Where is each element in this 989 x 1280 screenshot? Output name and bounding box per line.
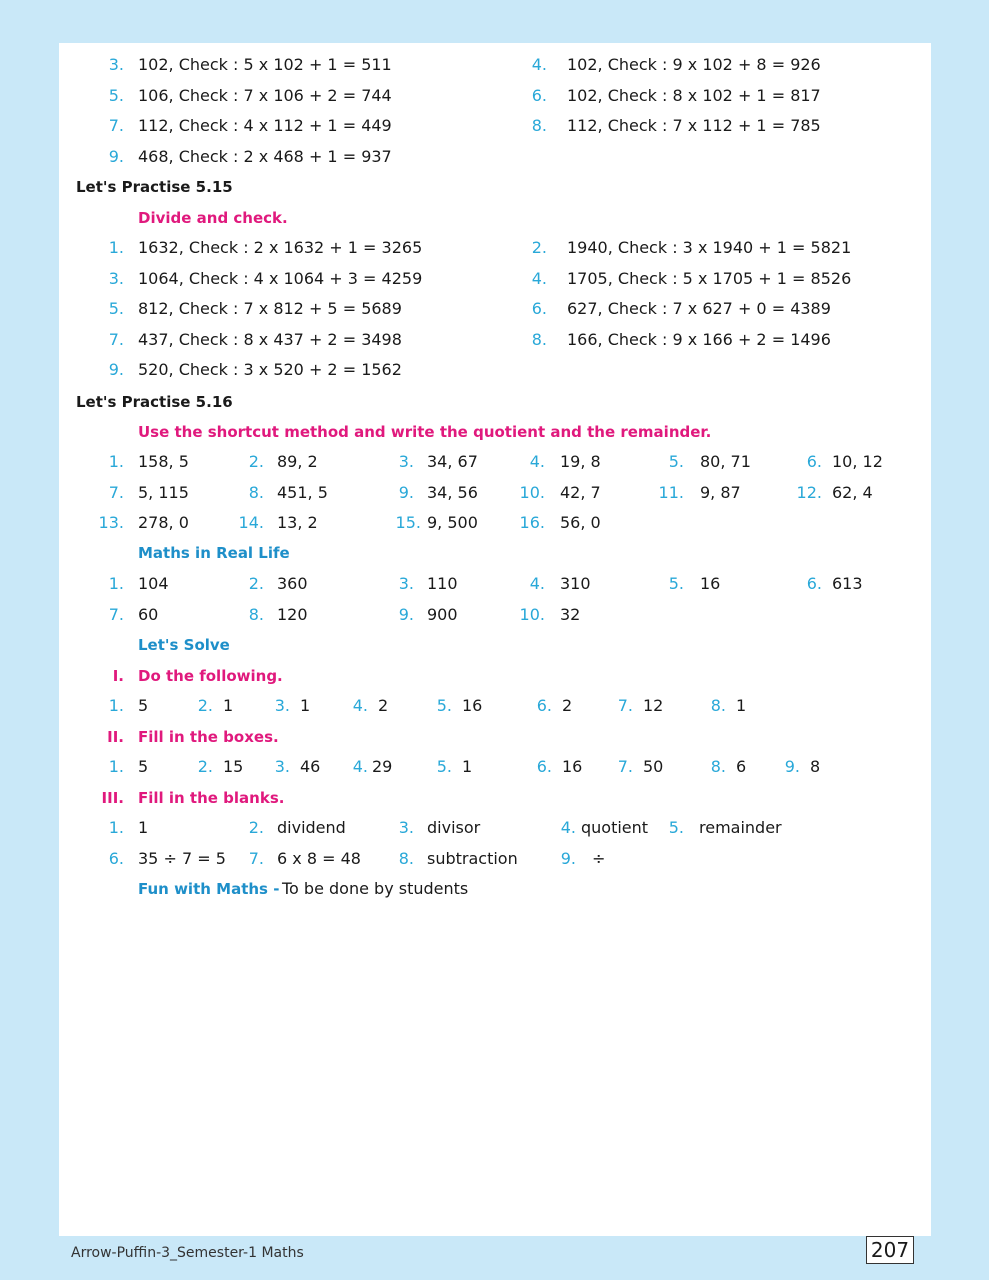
item-number: 1. [108, 574, 124, 593]
item-answer: 6 [736, 757, 747, 776]
item-number: 2. [248, 574, 264, 593]
item-answer: divisor [427, 818, 481, 837]
item-number: 3. [108, 55, 124, 74]
item-answer: 1 [223, 696, 234, 715]
item-number: 4. [529, 452, 545, 471]
item-number: 3. [274, 757, 290, 776]
item-number: 9. [108, 146, 124, 166]
item-answer: 158, 5 [138, 452, 189, 471]
item-answer: 9, 87 [700, 482, 741, 502]
fun-note: To be done by students [282, 879, 469, 898]
instruction: Use the shortcut method and write the quotient and the remainder. [138, 423, 712, 441]
book-title-footer: Arrow-Puffin-3_Semester-1 Maths [71, 1245, 304, 1261]
item-number: 1. [108, 452, 124, 471]
item-number: 8. [531, 329, 547, 349]
item-answer: 12 [643, 696, 664, 715]
item-answer: 1940, Check : 3 x 1940 + 1 = 5821 [567, 238, 852, 257]
item-number: 2. [248, 818, 264, 837]
item-number: 1. [108, 757, 124, 776]
item-number: 6. [536, 696, 552, 715]
section-title: Fun with Maths - [138, 880, 280, 898]
item-answer: 5 [138, 696, 149, 715]
item-number: 4. [531, 268, 547, 288]
section-title: Maths in Real Life [138, 544, 290, 562]
item-number: 4. [529, 574, 545, 593]
item-answer: 42, 7 [560, 482, 601, 502]
item-number: 2. [531, 238, 547, 257]
item-number: 4. [352, 696, 368, 715]
item-number: 7. [108, 116, 124, 136]
item-answer: 2 [378, 696, 389, 715]
item-number: 13. [98, 513, 124, 533]
item-answer: 120 [277, 604, 308, 624]
item-answer: 613 [832, 574, 863, 593]
item-answer: 34, 67 [427, 452, 478, 471]
item-number: 4. [560, 818, 576, 837]
item-number: 7. [248, 849, 264, 868]
item-answer: 110 [427, 574, 458, 593]
item-number: 6. [536, 757, 552, 776]
item-answer: 278, 0 [138, 513, 189, 533]
item-number: 5. [108, 299, 124, 319]
item-answer: 468, Check : 2 x 468 + 1 = 937 [138, 146, 392, 166]
item-answer: 310 [560, 574, 591, 593]
item-number: 1. [108, 696, 124, 715]
item-answer: 102, Check : 5 x 102 + 1 = 511 [138, 55, 392, 74]
item-answer: 5, 115 [138, 482, 189, 502]
item-answer: 50 [643, 757, 664, 776]
item-number: 12. [796, 482, 822, 502]
item-answer: 16 [700, 574, 721, 593]
item-answer: 62, 4 [832, 482, 873, 502]
item-answer: 56, 0 [560, 513, 601, 533]
item-answer: 812, Check : 7 x 812 + 5 = 5689 [138, 299, 402, 319]
item-number: 1. [108, 818, 124, 837]
section-title: Let's Practise 5.16 [76, 393, 233, 411]
item-answer: 9, 500 [427, 513, 478, 533]
item-number: 3. [398, 452, 414, 471]
item-answer: 1632, Check : 2 x 1632 + 1 = 3265 [138, 238, 423, 257]
item-answer: 89, 2 [277, 452, 318, 471]
instruction: Divide and check. [138, 209, 288, 227]
item-number: 5. [668, 574, 684, 593]
item-number: 3. [274, 696, 290, 715]
item-number: 8. [710, 696, 726, 715]
item-number: 6. [806, 574, 822, 593]
item-answer: 104 [138, 574, 169, 593]
item-number: 9. [398, 482, 414, 502]
item-answer: 16 [562, 757, 583, 776]
item-number: 9. [108, 360, 124, 380]
item-answer: quotient [581, 818, 649, 837]
item-answer: 35 ÷ 7 = 5 [138, 849, 226, 868]
item-number: 7. [108, 482, 124, 502]
item-answer: dividend [277, 818, 346, 837]
item-answer: 5 [138, 757, 149, 776]
item-number: 6. [108, 849, 124, 868]
item-number: 2. [248, 452, 264, 471]
item-number: 2. [197, 757, 213, 776]
item-number: 7. [108, 329, 124, 349]
item-number: 14. [238, 513, 264, 533]
item-number: 6. [531, 299, 547, 319]
item-answer: 32 [560, 604, 581, 624]
item-number: 5. [108, 85, 124, 105]
item-number: 1. [108, 238, 124, 257]
item-answer: 1 [736, 696, 747, 715]
item-number: 8. [710, 757, 726, 776]
item-answer: 112, Check : 4 x 112 + 1 = 449 [138, 116, 392, 136]
item-number: 7. [617, 696, 633, 715]
item-number: 6. [806, 452, 822, 471]
item-number: 6. [531, 85, 547, 105]
item-number: 9. [398, 604, 414, 624]
section-title: Let's Practise 5.15 [76, 178, 233, 196]
item-number: 4. [531, 55, 547, 74]
item-number: 7. [108, 604, 124, 624]
item-answer: 102, Check : 8 x 102 + 1 = 817 [567, 85, 821, 105]
item-number: 5. [436, 757, 452, 776]
item-answer: 1705, Check : 5 x 1705 + 1 = 8526 [567, 268, 852, 288]
item-answer: 166, Check : 9 x 166 + 2 = 1496 [567, 329, 831, 349]
item-number: 3. [398, 818, 414, 837]
item-number: 9. [560, 849, 576, 868]
item-answer: 8 [810, 757, 821, 776]
item-answer: 10, 12 [832, 452, 883, 471]
item-number: 8. [531, 116, 547, 136]
part-title: Fill in the boxes. [138, 728, 279, 746]
item-answer: 46 [300, 757, 321, 776]
item-answer: 112, Check : 7 x 112 + 1 = 785 [567, 116, 821, 136]
item-answer: 34, 56 [427, 482, 478, 502]
item-answer: 900 [427, 604, 458, 624]
item-answer: 13, 2 [277, 513, 318, 533]
part-label: I. [112, 667, 124, 685]
item-answer: 1 [300, 696, 311, 715]
part-label: III. [101, 789, 124, 807]
item-number: 3. [398, 574, 414, 593]
item-number: 10. [519, 604, 545, 624]
item-answer: 1 [462, 757, 473, 776]
item-answer: 1064, Check : 4 x 1064 + 3 = 4259 [138, 268, 423, 288]
item-number: 5. [436, 696, 452, 715]
item-number: 8. [248, 482, 264, 502]
page-number: 207 [866, 1236, 914, 1264]
item-answer: 60 [138, 604, 159, 624]
item-answer: 19, 8 [560, 452, 601, 471]
item-answer: remainder [699, 818, 782, 837]
item-number: 11. [658, 482, 684, 502]
item-answer: 451, 5 [277, 482, 328, 502]
item-answer: 437, Check : 8 x 437 + 2 = 3498 [138, 329, 402, 349]
item-number: 2. [197, 696, 213, 715]
item-number: 10. [519, 482, 545, 502]
item-answer: subtraction [427, 849, 518, 868]
part-label: II. [107, 728, 124, 746]
item-number: 5. [668, 818, 684, 837]
item-answer: 360 [277, 574, 308, 593]
item-number: 5. [668, 452, 684, 471]
item-answer: 2 [562, 696, 573, 715]
item-answer: 520, Check : 3 x 520 + 2 = 1562 [138, 360, 402, 380]
part-title: Do the following. [138, 667, 283, 685]
item-answer: 29 [372, 757, 393, 776]
item-number: 9. [784, 757, 800, 776]
item-answer: 6 x 8 = 48 [277, 849, 361, 868]
item-answer: 106, Check : 7 x 106 + 2 = 744 [138, 85, 392, 105]
item-number: 15. [395, 513, 421, 533]
item-number: 7. [617, 757, 633, 776]
item-answer: 1 [138, 818, 149, 837]
item-answer: 80, 71 [700, 452, 751, 471]
item-number: 8. [398, 849, 414, 868]
item-number: 16. [519, 513, 545, 533]
part-title: Fill in the blanks. [138, 789, 285, 807]
section-title: Let's Solve [138, 636, 230, 654]
item-answer: 16 [462, 696, 483, 715]
item-number: 3. [108, 268, 124, 288]
item-number: 8. [248, 604, 264, 624]
item-answer: 102, Check : 9 x 102 + 8 = 926 [567, 55, 821, 74]
item-answer: 15 [223, 757, 244, 776]
item-answer: 627, Check : 7 x 627 + 0 = 4389 [567, 299, 831, 319]
item-answer: ÷ [592, 849, 606, 868]
item-number: 4. [352, 757, 368, 776]
